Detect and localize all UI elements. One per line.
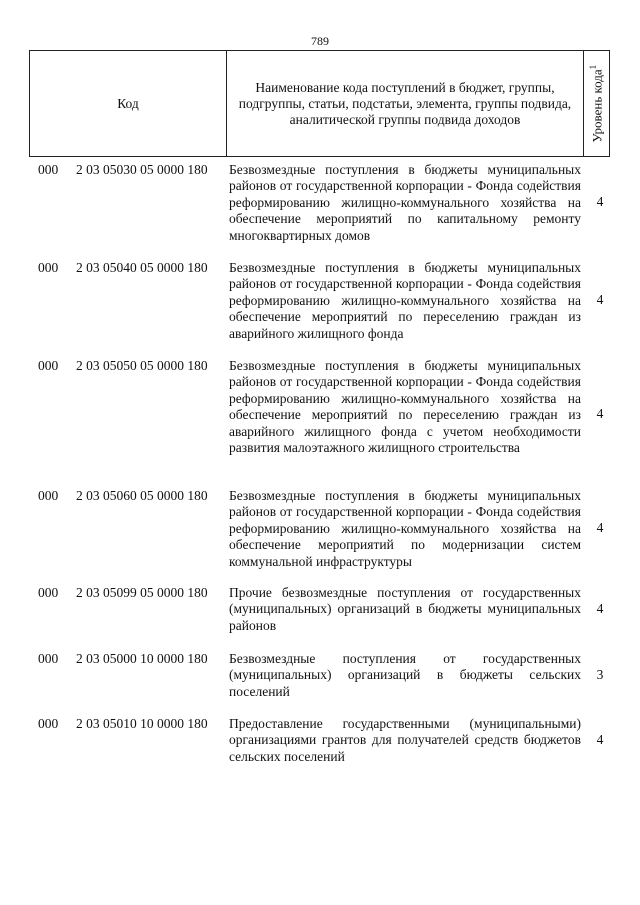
row-description: Безвозмездные поступления в бюджеты муниципальных районов от государственной корпорации - Фонда содействия реформированию жилищно-коммунального хозяйства на обеспечение мероприятий по модернизации систем коммунальной инфраструктуры bbox=[229, 488, 581, 569]
row-code: 2 03 05099 05 0000 180 bbox=[76, 585, 208, 600]
row-description: Прочие безвозмездные поступления от государственных (муниципальных) организаций в бюджеты муниципальных районов bbox=[229, 585, 581, 633]
row-level: 4 bbox=[596, 732, 604, 747]
row-description: Безвозмездные поступления в бюджеты муниципальных районов от государственной корпорации - Фонда содействия реформированию жилищно-коммунального хозяйства на обеспечение мероприятий по переселению граждан из аварийного жилищного фонда bbox=[229, 260, 581, 341]
row-prefix: 000 bbox=[38, 488, 59, 503]
header-level-label bbox=[588, 65, 605, 143]
row-prefix: 000 bbox=[38, 260, 59, 275]
row-prefix: 000 bbox=[38, 358, 59, 373]
row-prefix: 000 bbox=[38, 651, 59, 666]
table-row bbox=[0, 716, 640, 766]
table-row bbox=[0, 651, 640, 701]
row-code: 2 03 05010 10 0000 180 bbox=[76, 716, 208, 731]
row-level: 4 bbox=[596, 520, 604, 535]
header-level bbox=[584, 51, 610, 156]
row-prefix: 000 bbox=[38, 716, 59, 731]
table-row bbox=[0, 358, 640, 473]
row-prefix: 000 bbox=[38, 162, 59, 177]
row-code: 2 03 05000 10 0000 180 bbox=[76, 651, 208, 666]
table-row bbox=[0, 585, 640, 635]
row-level: 4 bbox=[596, 194, 604, 209]
table-row bbox=[0, 162, 640, 244]
header-level-text: Уровень кода bbox=[589, 69, 605, 143]
row-level: 4 bbox=[596, 292, 604, 307]
page-number: 789 bbox=[311, 34, 329, 48]
row-code: 2 03 05050 05 0000 180 bbox=[76, 358, 208, 373]
table-row bbox=[0, 488, 640, 570]
row-description: Безвозмездные поступления от государственных (муниципальных) организаций в бюджеты сельских поселений bbox=[229, 651, 581, 699]
row-level: 3 bbox=[596, 667, 604, 682]
table-row bbox=[0, 260, 640, 342]
row-code: 2 03 05030 05 0000 180 bbox=[76, 162, 208, 177]
row-code: 2 03 05040 05 0000 180 bbox=[76, 260, 208, 275]
row-description: Безвозмездные поступления в бюджеты муниципальных районов от государственной корпорации - Фонда содействия реформированию жилищно-коммунального хозяйства на обеспечение мероприятий по капитальному ремонту многоквартирных домов bbox=[229, 162, 581, 243]
row-description: Безвозмездные поступления в бюджеты муниципальных районов от государственной корпорации - Фонда содействия реформированию жилищно-коммунального хозяйства на обеспечение мероприятий по переселению граждан из аварийного жилищного фонда с учетом необходимости развития малоэтажного жилищного строительства bbox=[229, 358, 581, 456]
header-name: Наименование кода поступлений в бюджет, группы, подгруппы, статьи, подстатьи, элемента, группы подвида, аналитической группы подвида доходов bbox=[227, 51, 584, 156]
row-level: 4 bbox=[596, 601, 604, 616]
row-code: 2 03 05060 05 0000 180 bbox=[76, 488, 208, 503]
row-description: Предоставление государственными (муниципальными) организациями грантов для получателей средств бюджетов сельских поселений bbox=[229, 716, 581, 764]
table-header bbox=[29, 50, 610, 157]
header-code: Код bbox=[30, 51, 227, 156]
row-prefix: 000 bbox=[38, 585, 59, 600]
header-level-footnote-mark: 1 bbox=[588, 64, 599, 70]
row-level: 4 bbox=[596, 406, 604, 421]
